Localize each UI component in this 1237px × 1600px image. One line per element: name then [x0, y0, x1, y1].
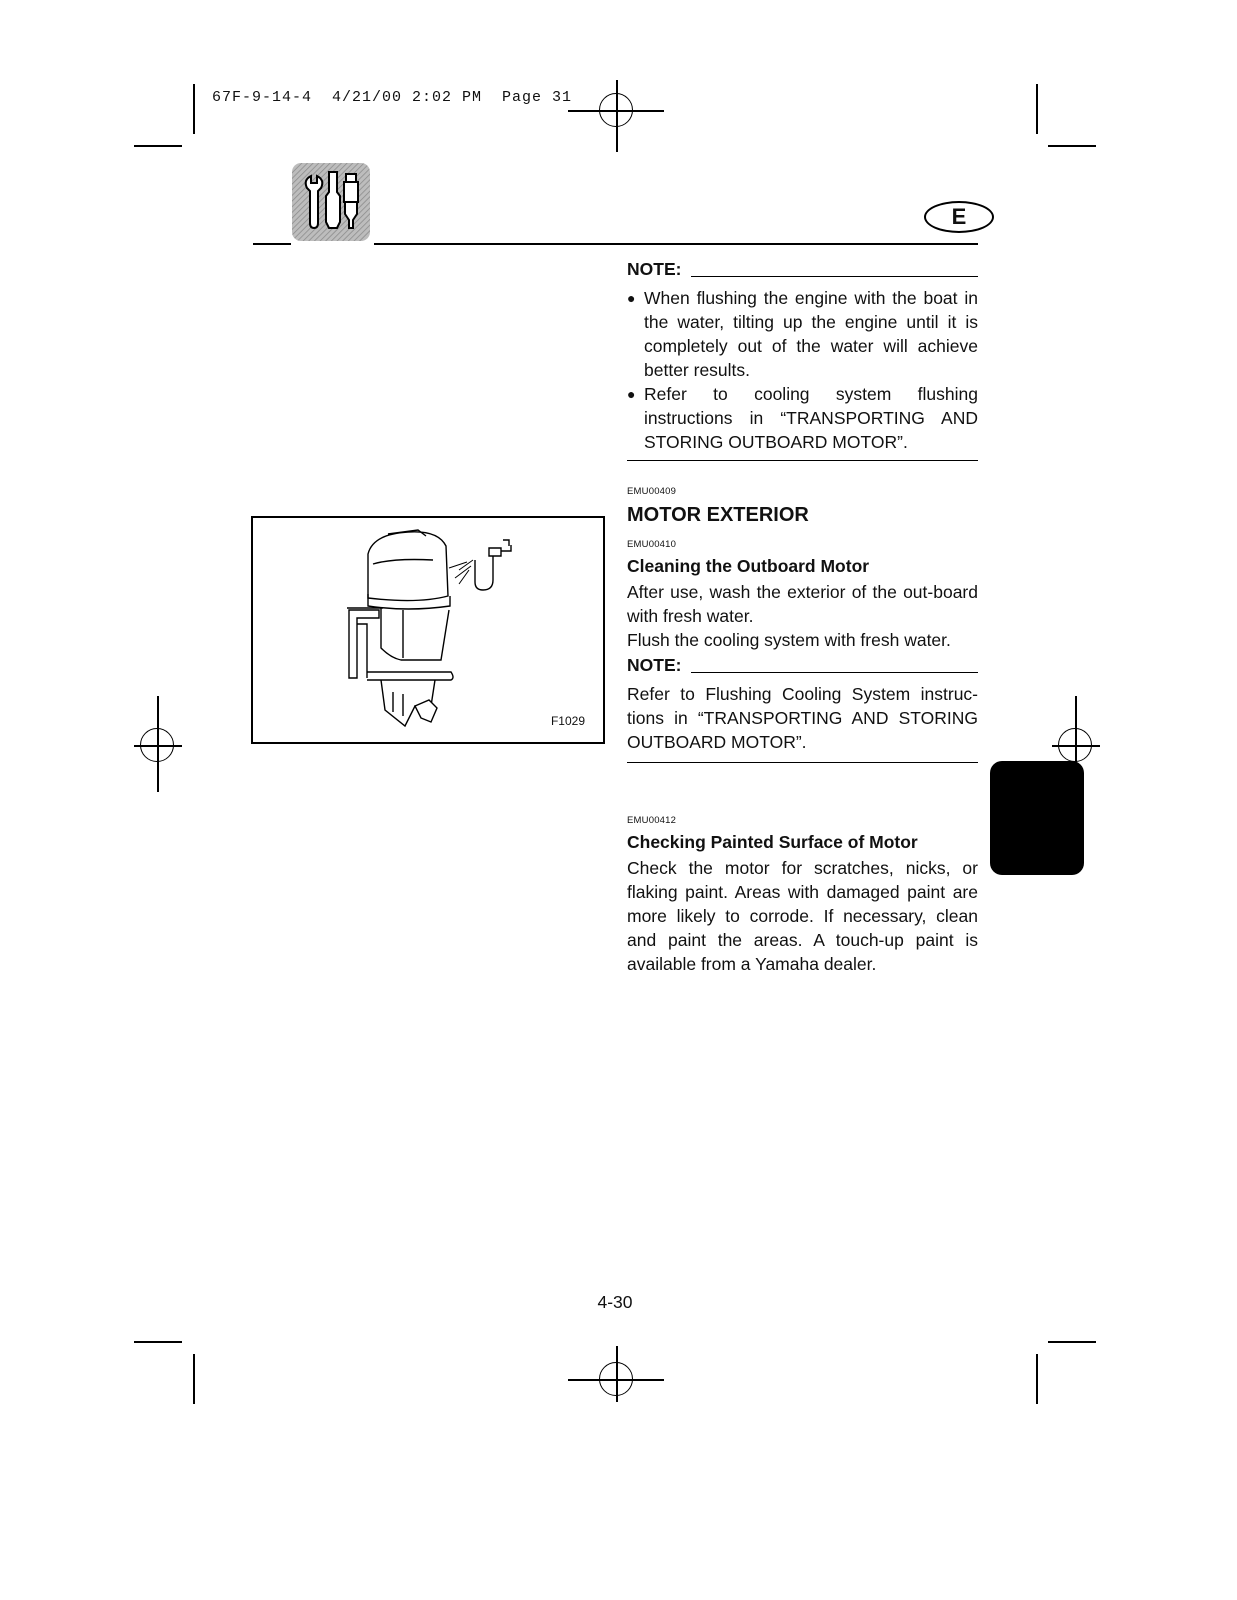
section-title: MOTOR EXTERIOR	[627, 504, 809, 526]
language-badge: E	[924, 201, 994, 233]
note-bullet: ● When flushing the engine with the boat in the water, tilting up the engine until it is completely out of the water will achieve better results.	[627, 288, 978, 380]
cleaning-paragraph: Flush the cooling system with fresh water.	[627, 630, 951, 650]
header-rule	[374, 243, 978, 245]
note-heading: NOTE:	[627, 258, 978, 280]
cleaning-title: Cleaning the Outboard Motor	[627, 556, 870, 576]
print-header: 67F-9-14-4 4/21/00 2:02 PM Page 31	[212, 89, 573, 106]
tools-icon	[291, 162, 371, 242]
figure-label: F1029	[550, 714, 585, 728]
cleaning-note-text: Refer to Flushing Cooling System instruc-tions in “TRANSPORTING AND STORING OUTBOARD MOTOR”.	[627, 684, 978, 752]
header-rule-left	[253, 243, 291, 245]
note-block-1	[627, 258, 978, 461]
cleaning-code: EMU00410	[627, 539, 677, 550]
painted-code: EMU00412	[627, 815, 677, 826]
painted-title: Checking Painted Surface of Motor	[627, 832, 918, 852]
figure	[251, 516, 605, 744]
page-number: 4-30	[597, 1292, 633, 1312]
note-heading: NOTE:	[627, 654, 978, 676]
chapter-tab	[990, 761, 1084, 875]
outboard-motor-illustration	[343, 524, 523, 736]
cleaning-paragraph: After use, wash the exterior of the out-board with fresh water.	[627, 582, 978, 626]
section-code: EMU00409	[627, 486, 677, 497]
cleaning-body	[627, 580, 978, 763]
painted-paragraph: Check the motor for scratches, nicks, or flaking paint. Areas with damaged paint are more likely to corrode. If necessary, clean and paint the areas. A touch-up paint is available from a Yamaha dealer.	[627, 858, 978, 974]
note-bullet: ● Refer to cooling system flushing instructions in “TRANSPORTING AND STORING OUTBOARD MOTOR”.	[627, 384, 978, 452]
painted-body	[627, 856, 978, 976]
